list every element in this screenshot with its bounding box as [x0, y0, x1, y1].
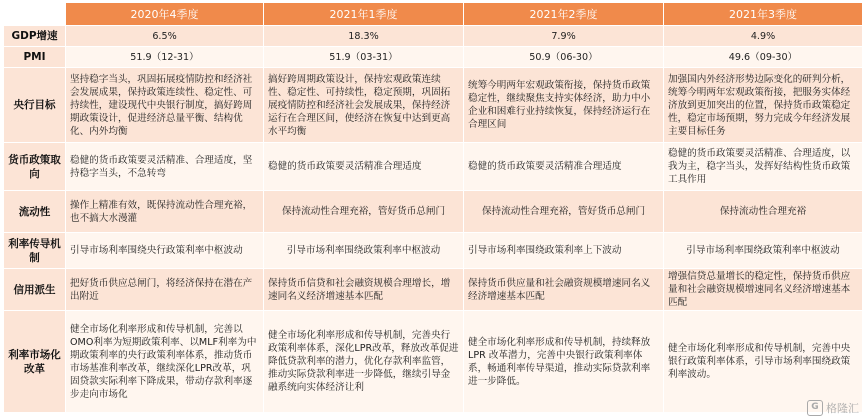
table-cell: 稳健的货币政策要灵活精准、合理适度，以我为主，稳字当头，发挥好结构性货币政策工具作用 — [664, 143, 863, 191]
quarter-header: 2021年2季度 — [464, 3, 664, 26]
table-cell: 稳健的货币政策要灵活精准、合理适度，坚持稳字当头，不急转弯 — [66, 143, 264, 191]
table-row — [4, 311, 863, 413]
table-row — [4, 26, 863, 47]
table-cell: 引导市场利率围绕政策利率上下波动 — [464, 233, 664, 269]
quarter-header: 2020年4季度 — [66, 3, 264, 26]
table-cell: 6.5% — [66, 26, 264, 47]
row-header: PMI — [4, 47, 66, 68]
watermark-text: 格隆汇 — [826, 402, 859, 415]
table-cell: 操作上精准有效，既保持流动性合理充裕，也不搞大水漫灌 — [66, 191, 264, 233]
table-cell: 引导市场利率围绕政策利率中枢波动 — [664, 233, 863, 269]
table-cell: 引导市场利率围绕政策利率中枢波动 — [264, 233, 464, 269]
header-row — [4, 3, 863, 26]
table-row — [4, 233, 863, 269]
table-cell: 搞好跨周期政策设计，保持宏观政策连续性、稳定性、可持续性，稳定预期，巩固拓展疫情防控和经济社会发展成果，保持经济运行在合理区间，使经济在恢复中达到更高水平均衡 — [264, 68, 464, 143]
watermark-logo-icon: G — [807, 400, 823, 416]
table-cell: 50.9（06-30） — [464, 47, 664, 68]
table-cell: 健全市场化利率形成和传导机制，持续释放 LPR 改革潜力，完善中央银行政策利率体系，畅通利率传导渠道，推动实际贷款利率进一步降低。 — [464, 311, 664, 413]
table-cell: 保持流动性合理充裕 — [664, 191, 863, 233]
table-cell: 4.9% — [664, 26, 863, 47]
row-header: GDP增速 — [4, 26, 66, 47]
table-row — [4, 269, 863, 311]
row-header: 利率市场化改革 — [4, 311, 66, 413]
watermark — [807, 400, 859, 416]
row-header: 货币政策取向 — [4, 143, 66, 191]
table-cell: 健全市场化利率形成和传导机制，完善中央银行政策利率体系，引导市场利率围绕政策利率波动。 — [664, 311, 863, 413]
corner-cell — [4, 3, 66, 26]
table-cell: 51.9（03-31） — [264, 47, 464, 68]
quarter-header: 2021年3季度 — [664, 3, 863, 26]
table-cell: 保持流动性合理充裕，管好货币总闸门 — [264, 191, 464, 233]
table-cell: 保持货币信贷和社会融资规模合理增长，增速同名义经济增速基本匹配 — [264, 269, 464, 311]
table-cell: 稳健的货币政策要灵活精准合理适度 — [264, 143, 464, 191]
table-cell: 引导市场利率围绕央行政策利率中枢波动 — [66, 233, 264, 269]
table-cell: 18.3% — [264, 26, 464, 47]
table-row — [4, 191, 863, 233]
table-row — [4, 68, 863, 143]
table-cell: 加强国内外经济形势边际变化的研判分析，统筹今明两年宏观政策衔接，把服务实体经济放到更加突出的位置，保持货币政策稳定性，稳定市场预期，努力完成今年经济发展主要目标任务 — [664, 68, 863, 143]
table-cell: 稳健的货币政策要灵活精准合理适度 — [464, 143, 664, 191]
table-cell: 51.9（12-31） — [66, 47, 264, 68]
row-header: 央行目标 — [4, 68, 66, 143]
row-header: 利率传导机制 — [4, 233, 66, 269]
row-header: 流动性 — [4, 191, 66, 233]
table-cell: 49.6（09-30） — [664, 47, 863, 68]
table-row — [4, 47, 863, 68]
table-cell: 健全市场化利率形成和传导机制，完善央行政策利率体系，深化LPR改革，释放改革促进降低贷款利率的潜力，优化存款利率监管，推动实际贷款利率进一步降低，继续引导金融系统向实体经济让利 — [264, 311, 464, 413]
table-cell: 坚持稳字当头，巩固拓展疫情防控和经济社会发展成果，保持政策连续性、稳定性、可持续性，建设现代中央银行制度，搞好跨周期政策设计，促进经济总量平衡、结构优化、内外均衡 — [66, 68, 264, 143]
table-cell: 统筹今明两年宏观政策衔接，保持货币政策稳定性，继续聚焦支持实体经济，助力中小企业和困难行业持续恢复，保持经济运行在合理区间 — [464, 68, 664, 143]
row-header: 信用派生 — [4, 269, 66, 311]
policy-comparison-table — [3, 2, 863, 413]
table-cell: 保持货币供应量和社会融资规模增速同名义经济增速基本匹配 — [464, 269, 664, 311]
quarter-header: 2021年1季度 — [264, 3, 464, 26]
table-cell: 7.9% — [464, 26, 664, 47]
table-row — [4, 143, 863, 191]
table-cell: 保持流动性合理充裕，管好货币总闸门 — [464, 191, 664, 233]
table-cell: 增强信贷总量增长的稳定性，保持货币供应量和社会融资规模增速同名义经济增速基本匹配 — [664, 269, 863, 311]
table-cell: 健全市场化利率形成和传导机制，完善以OMO利率为短期政策利率、以MLF利率为中期政策利率的央行政策利率体系，推动货币市场基准利率改革，继续深化LPR改革，巩固贷款实际利率下降成果，带动存款利率逐步走向市场化 — [66, 311, 264, 413]
table-cell: 把好货币供应总闸门，将经济保持在潜在产出附近 — [66, 269, 264, 311]
